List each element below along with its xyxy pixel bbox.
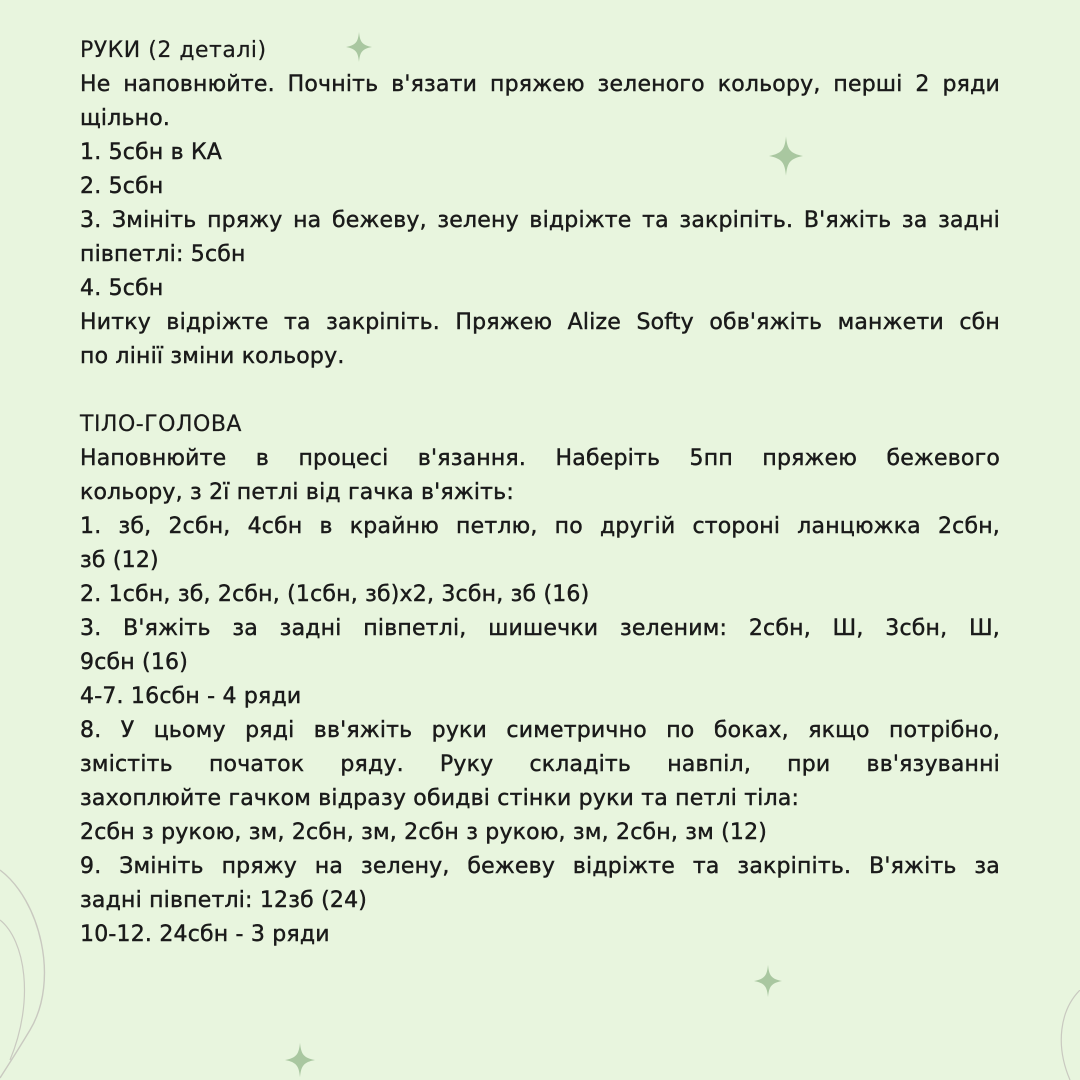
- text-line: змістіть початок ряду. Руку складіть навпіл, при вв'язуванні: [80, 752, 1000, 777]
- text-line: 9сбн (16): [80, 650, 188, 675]
- text-line: щільно.: [80, 106, 171, 131]
- sparkle-icon: [754, 964, 782, 998]
- text-line: 9. Змініть пряжу на зелену, бежеву відріжте та закріпіть. В'яжіть за: [80, 854, 1000, 879]
- section-arms: [80, 34, 1000, 374]
- text-line: 2сбн з рукою, зм, 2сбн, зм, 2сбн з рукою, зм, 2сбн, зм (12): [80, 820, 768, 845]
- text-line: 1. 5сбн в КА: [80, 140, 223, 165]
- text-line: по лінії зміни кольору.: [80, 344, 345, 369]
- text-line: півпетлі: 5сбн: [80, 242, 246, 267]
- text-line: 3. Змініть пряжу на бежеву, зелену відріжте та закріпіть. В'яжіть за задні: [80, 208, 1000, 233]
- section-title: ТІЛО-ГОЛОВА: [80, 412, 242, 437]
- text-line: 2. 1сбн, зб, 2сбн, (1сбн, зб)х2, 3сбн, зб (16): [80, 582, 590, 607]
- text-line: 4-7. 16сбн - 4 ряди: [80, 684, 302, 709]
- decorative-curve: [1040, 990, 1080, 1080]
- sparkle-icon: [285, 1042, 315, 1078]
- pattern-text: [80, 34, 1000, 952]
- text-line: 1. зб, 2сбн, 4сбн в крайню петлю, по другій стороні ланцюжка 2сбн,: [80, 514, 1000, 539]
- section-gap: [80, 374, 1000, 408]
- text-line: кольору, з 2ї петлі від гачка в'яжіть:: [80, 480, 514, 505]
- text-line: 4. 5сбн: [80, 276, 164, 301]
- text-line: 8. У цьому ряді вв'яжіть руки симетрично по боках, якщо потрібно,: [80, 718, 1000, 743]
- text-line: Не наповнюйте. Почніть в'язати пряжею зеленого кольору, перші 2 ряди: [80, 72, 1000, 97]
- text-line: зб (12): [80, 548, 159, 573]
- section-body-head: [80, 408, 1000, 952]
- text-line: Нитку відріжте та закріпіть. Пряжею Alize Softy обв'яжіть манжети сбн: [80, 310, 1000, 335]
- text-line: захоплюйте гачком відразу обидві стінки руки та петлі тіла:: [80, 786, 800, 811]
- text-line: 3. В'яжіть за задні півпетлі, шишечки зеленим: 2сбн, Ш, 3сбн, Ш,: [80, 616, 1000, 641]
- text-line: задні півпетлі: 12зб (24): [80, 888, 368, 913]
- text-line: 10-12. 24сбн - 3 ряди: [80, 922, 330, 947]
- text-line: 2. 5сбн: [80, 174, 164, 199]
- text-line: Наповнюйте в процесі в'язання. Наберіть 5пп пряжею бежевого: [80, 446, 1000, 471]
- section-title: РУКИ (2 деталі): [80, 38, 267, 63]
